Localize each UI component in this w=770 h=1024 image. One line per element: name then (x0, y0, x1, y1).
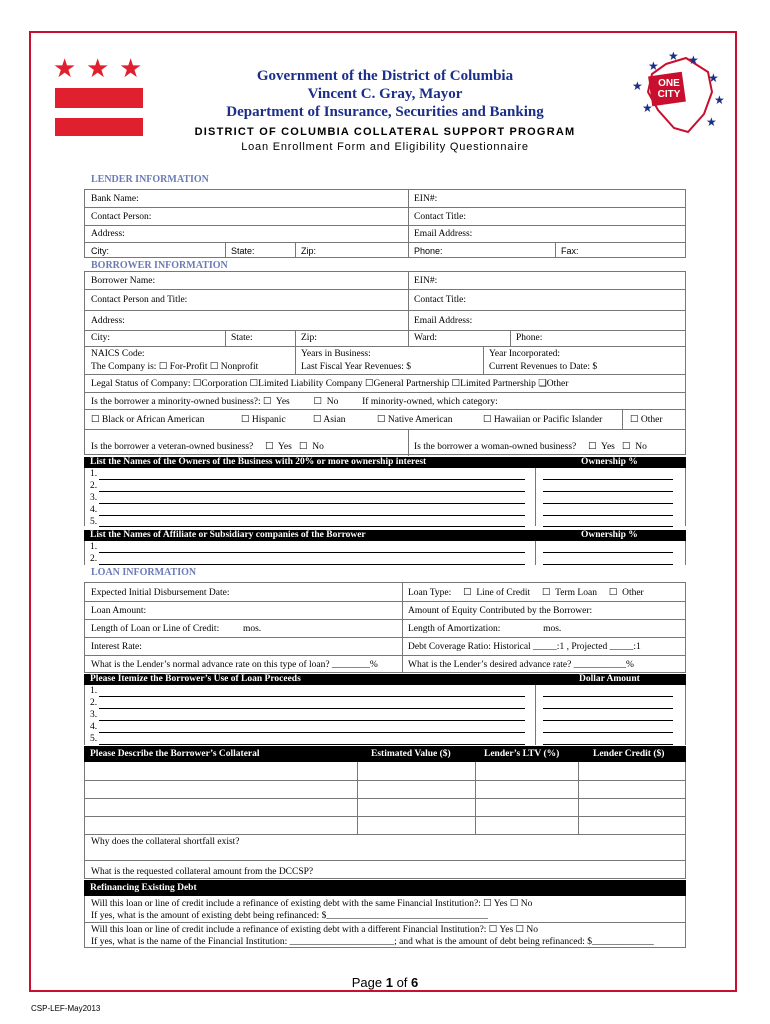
header-department: Department of Insurance, Securities and Banking (226, 104, 544, 120)
lender-contact-label[interactable]: Contact Person: (91, 212, 152, 222)
lender-phone-label[interactable]: Phone: (414, 246, 443, 256)
year-incorporated-label[interactable]: Year Incorporated: (489, 349, 561, 359)
owner-line-3[interactable]: 3. (90, 493, 98, 503)
collateral-col-ltv: Lender’s LTV (%) (484, 749, 560, 759)
borrower-contact-label[interactable]: Contact Person and Title: (91, 295, 188, 305)
svg-text:★: ★ (708, 71, 719, 85)
proceeds-line-3[interactable]: 3. (90, 710, 98, 720)
naics-label[interactable]: NAICS Code: (91, 349, 145, 359)
normal-advance-rate-label[interactable]: What is the Lender’s normal advance rate on this type of loan? ________% (91, 660, 378, 670)
page-number: Page 1 of 6 (351, 975, 419, 990)
lender-address-label[interactable]: Address: (91, 229, 125, 239)
lender-section-title: LENDER INFORMATION (91, 174, 209, 185)
owner-line-2[interactable]: 2. (90, 481, 98, 491)
category-hawaiian[interactable]: ☐ Hawaiian or Pacific Islander (483, 415, 603, 425)
proceeds-amount-title: Dollar Amount (579, 674, 640, 684)
refi-same-institution-question[interactable]: Will this loan or line of credit include a refinance of existing debt with the same Financial Institution?: ☐ Yes ☐ No (91, 899, 533, 909)
interest-rate-label[interactable]: Interest Rate: (91, 642, 142, 652)
collateral-col-value: Estimated Value ($) (371, 749, 451, 759)
category-asian[interactable]: ☐ Asian (313, 415, 346, 425)
collateral-shortfall-question[interactable]: Why does the collateral shortfall exist? (91, 837, 240, 847)
owner-line-1[interactable]: 1. (90, 469, 98, 479)
owners-percent-title: Ownership % (581, 457, 638, 467)
desired-advance-rate-label[interactable]: What is the Lender’s desired advance rate? ___________% (408, 660, 634, 670)
owner-line-5[interactable]: 5. (90, 517, 98, 527)
form-subtitle: Loan Enrollment Form and Eligibility Questionnaire (241, 141, 529, 153)
loan-length-label[interactable]: Length of Loan or Line of Credit: mos. (91, 624, 262, 634)
svg-text:★: ★ (642, 101, 653, 115)
svg-text:★: ★ (706, 115, 717, 129)
debt-coverage-label[interactable]: Debt Coverage Ratio: Historical _____:1 , Projected _____:1 (408, 642, 641, 652)
last-fy-revenue-label[interactable]: Last Fiscal Year Revenues: $ (301, 362, 412, 372)
svg-text:★: ★ (688, 53, 699, 67)
loan-type-checkboxes[interactable]: Loan Type: ☐ Line of Credit ☐ Term Loan ☐ Other (408, 588, 644, 598)
category-other[interactable]: ☐ Other (630, 415, 663, 425)
refi-different-name-field[interactable]: If yes, what is the name of the Financial Institution: ______________________; and what is the amount of debt being refinanced: $_____________ (91, 937, 654, 947)
loan-table (84, 582, 686, 673)
borrower-address-label[interactable]: Address: (91, 316, 125, 326)
header-mayor: Vincent C. Gray, Mayor (307, 86, 463, 102)
lender-state-label[interactable]: State: (231, 246, 255, 256)
svg-text:★: ★ (648, 59, 659, 73)
logo-text: ONE CITY (657, 78, 681, 100)
borrower-name-label[interactable]: Borrower Name: (91, 276, 156, 286)
owner-line-4[interactable]: 4. (90, 505, 98, 515)
svg-text:★: ★ (632, 79, 643, 93)
lender-contact-title-label[interactable]: Contact Title: (414, 212, 466, 222)
lender-city-label[interactable]: City: (91, 246, 109, 256)
loan-section-title: LOAN INFORMATION (91, 567, 197, 578)
owners-title: List the Names of the Owners of the Business with 20% or more ownership interest (90, 457, 427, 467)
disbursement-date-label[interactable]: Expected Initial Disbursement Date: (91, 588, 230, 598)
proceeds-title: Please Itemize the Borrower’s Use of Loan Proceeds (90, 674, 301, 684)
affiliates-title: List the Names of Affiliate or Subsidiary companies of the Borrower (90, 530, 366, 540)
borrower-section-title: BORROWER INFORMATION (91, 260, 228, 271)
borrower-zip-label[interactable]: Zip: (301, 333, 317, 343)
legal-status-checkboxes[interactable]: Legal Status of Company: ☐Corporation ☐Limited Liability Company ☐General Partnership ☐Limited Partnership ❏Other (91, 379, 569, 389)
refinancing-title: Refinancing Existing Debt (90, 883, 197, 893)
lender-table (84, 189, 686, 258)
borrower-phone-label[interactable]: Phone: (516, 333, 543, 343)
affiliate-line-2[interactable]: 2. (90, 554, 98, 564)
proceeds-line-5[interactable]: 5. (90, 734, 98, 744)
borrower-state-label[interactable]: State: (231, 333, 253, 343)
form-code: CSP-LEF-May2013 (31, 1004, 101, 1013)
svg-text:★: ★ (668, 52, 679, 63)
collateral-table (84, 762, 686, 879)
category-black[interactable]: ☐ Black or African American (91, 415, 205, 425)
header-government: Government of the District of Columbia (256, 68, 514, 84)
equity-label[interactable]: Amount of Equity Contributed by the Borrower: (408, 606, 593, 616)
owners-list (84, 468, 686, 526)
amortization-label[interactable]: Length of Amortization: mos. (408, 624, 562, 634)
borrower-email-label[interactable]: Email Address: (414, 316, 473, 326)
years-in-business-label[interactable]: Years in Business: (301, 349, 371, 359)
owners-header (84, 457, 686, 468)
affiliate-line-1[interactable]: 1. (90, 542, 98, 552)
collateral-header (84, 746, 686, 762)
proceeds-line-2[interactable]: 2. (90, 698, 98, 708)
borrower-ein-label[interactable]: EIN#: (414, 276, 438, 286)
refinancing-table (84, 896, 686, 948)
affiliates-header (84, 530, 686, 541)
borrower-city-label[interactable]: City: (91, 333, 111, 343)
woman-owned-question[interactable]: Is the borrower a woman-owned business? ☐ Yes ☐ No (414, 442, 647, 452)
requested-collateral-question[interactable]: What is the requested collateral amount from the DCCSP? (91, 867, 314, 877)
lender-zip-label[interactable]: Zip: (301, 246, 317, 256)
refi-same-amount-field[interactable]: If yes, what is the amount of existing debt being refinanced: $__________________________________ (91, 911, 488, 921)
proceeds-list (84, 685, 686, 745)
refi-different-institution-question[interactable]: Will this loan or line of credit include a refinance of existing debt with a different Financial Institution?: ☐ Yes ☐ No (91, 925, 539, 935)
veteran-owned-question[interactable]: Is the borrower a veteran-owned business? ☐ Yes ☐ No (91, 442, 324, 452)
current-revenue-label[interactable]: Current Revenues to Date: $ (489, 362, 598, 372)
lender-ein-label[interactable]: EIN#: (414, 194, 438, 204)
collateral-col-credit: Lender Credit ($) (593, 749, 665, 759)
borrower-contact-title-label[interactable]: Contact Title: (414, 295, 466, 305)
svg-text:★: ★ (714, 93, 725, 107)
company-type-checkboxes[interactable]: The Company is: ☐ For-Profit ☐ Nonprofit (91, 362, 259, 372)
category-hispanic[interactable]: ☐ Hispanic (241, 415, 286, 425)
borrower-ward-label[interactable]: Ward: (414, 333, 437, 343)
proceeds-line-4[interactable]: 4. (90, 722, 98, 732)
category-native-american[interactable]: ☐ Native American (377, 415, 453, 425)
program-title: DISTRICT OF COLUMBIA COLLATERAL SUPPORT PROGRAM (194, 126, 576, 138)
affiliates-percent-title: Ownership % (581, 530, 638, 540)
refinancing-header (84, 880, 686, 896)
minority-owned-question[interactable]: Is the borrower a minority-owned business?: ☐ Yes ☐ No If minority-owned, which category: (91, 397, 498, 407)
affiliates-list (84, 541, 686, 565)
loan-amount-label[interactable]: Loan Amount: (91, 606, 147, 616)
proceeds-header (84, 674, 686, 685)
lender-fax-label[interactable]: Fax: (561, 246, 579, 256)
bank-name-label[interactable]: Bank Name: (91, 194, 139, 204)
borrower-table (84, 271, 686, 455)
proceeds-line-1[interactable]: 1. (90, 686, 98, 696)
lender-email-label[interactable]: Email Address: (414, 229, 473, 239)
collateral-col-description: Please Describe the Borrower’s Collateral (90, 749, 260, 759)
